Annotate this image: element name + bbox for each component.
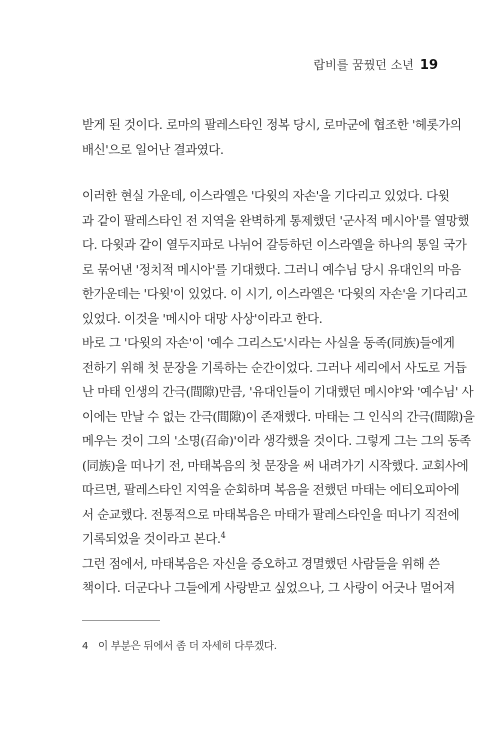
text-line: 과 같이 팔레스타인 전 지역을 완벽하게 통제했던 '군사적 메시아'를 열망했 [82,212,469,228]
page-number: 19 [419,58,438,73]
text-line: (同族)을 떠나기 전, 마태복음의 첫 문장을 써 내려가기 시작했다. 교회사에 [82,457,469,473]
chapter-title: 랍비를 꿈꿨던 소년 [313,58,414,72]
paragraph-3 [82,331,475,552]
text-line: 받게 된 것이다. 로마의 팔레스타인 정복 당시, 로마군에 협조한 '헤롯가의 [82,117,462,132]
text-line: 바로 그 '다윗의 자손'이 '예수 그리스도'시라는 사실을 동족(同族)들에게 [82,335,455,350]
text-line: 전하기 위해 첫 문장을 기록하는 순간이었다. 그러나 세리에서 사도로 거듭 [82,359,467,375]
text-line: 다. 다윗과 같이 열두지파로 나뉘어 갈등하던 이스라엘을 하나의 통일 국가 [82,237,467,252]
text-line: 이러한 현실 가운데, 이스라엘은 '다윗의 자손'을 기다리고 있었다. 다윗 [82,188,450,203]
paragraph-2 [82,184,469,331]
text-line: 있었다. 이것을 '메시아 대망 사상'이라고 한다. [82,310,323,326]
footnote [82,638,277,653]
text-line: 책이다. 더군다나 그들에게 사랑받고 싶었으나, 그 사랑이 어긋나 멀어져 [82,580,455,595]
text-line: 서 순교했다. 전통적으로 마태복음은 마태가 팔레스타인을 떠나기 직전에 [82,506,460,522]
text-line: 로 묶어낸 '정치적 메시아'를 기대했다. 그러니 예수님 당시 유대인의 마음 [82,261,461,277]
footnote-number: 4 [82,641,89,652]
text-line: 한가운데는 '다윗'이 있었다. 이 시기, 이스라엘은 '다윗의 자손'을 기다리고 [82,286,468,301]
footnote-divider [82,620,160,621]
text-line-with-footnote [82,527,420,552]
paragraph-4 [82,552,455,601]
text-line: 그런 점에서, 마태복음은 자신을 증오하고 경멸했던 사람들을 위해 쓴 [82,555,440,571]
text-line: 난 마태 인생의 간극(間隙)만큼, '유대인들이 기대했던 메시야'와 '예수님' 사 [82,384,474,399]
text-line: 따르면, 팔레스타인 지역을 순회하며 복음을 전했던 마태는 에티오피아에 [82,482,460,497]
body-text [82,113,475,601]
text-line: 메우는 것이 그의 '소명(召命)'이라 생각했을 것이다. 그렇게 그는 그의 동족 [82,433,471,448]
text-line: 배신'으로 일어난 결과였다. [82,141,224,157]
text-line: 이에는 만날 수 없는 간극(間隙)이 존재했다. 마태는 그 인식의 간극(間隙)을 [82,408,475,424]
footnote-text: 이 부분은 뒤에서 좀 더 자세히 다루겠다. [98,640,277,652]
text-line: 기록되었을 것이라고 본다. [82,531,221,546]
paragraph-1 [82,113,462,162]
running-header [314,56,438,73]
footnote-reference[interactable]: 4 [220,530,226,540]
